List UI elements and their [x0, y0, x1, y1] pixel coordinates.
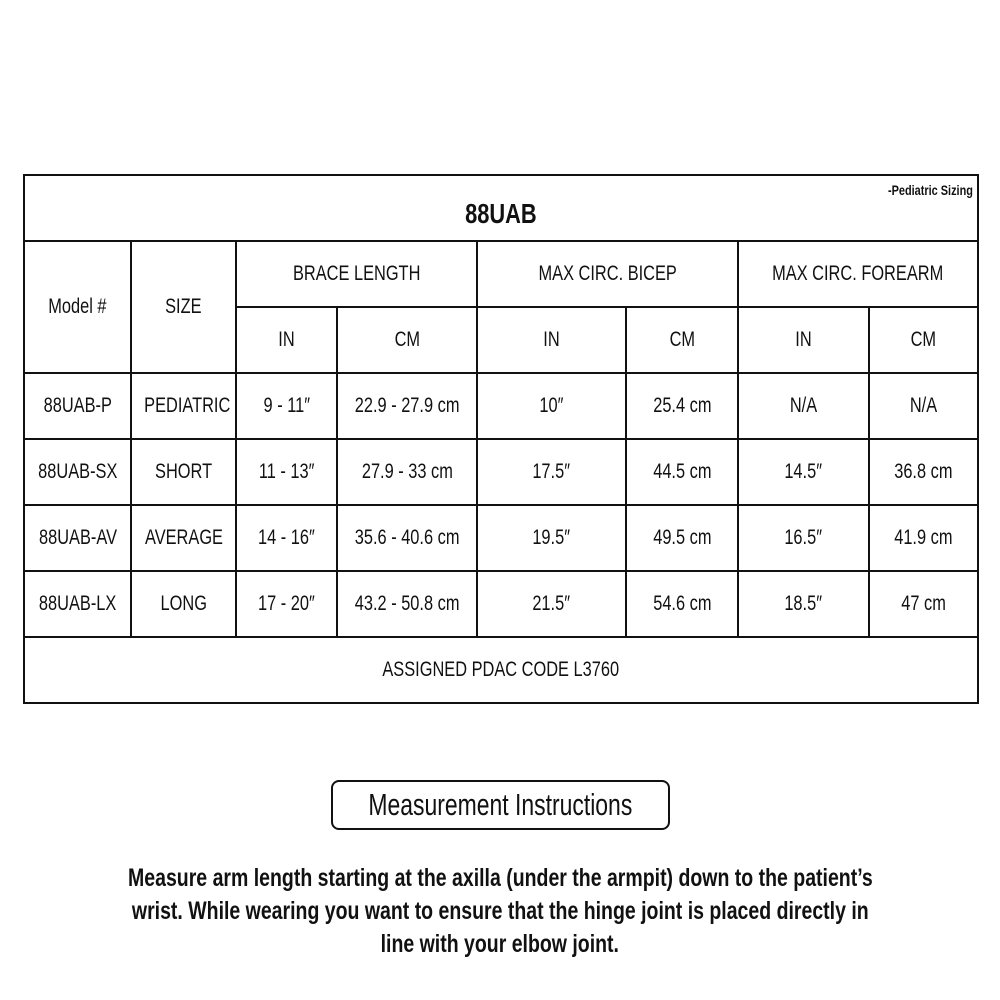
brace-cm-cell: 35.6 - 40.6 cm: [337, 505, 477, 571]
brace-in-cell: 11 - 13″: [236, 439, 337, 505]
model-cell: 88UAB-SX: [24, 439, 131, 505]
bicep-in-cell: 10″: [477, 373, 626, 439]
measurement-instructions-heading: Measurement Instructions: [368, 787, 633, 822]
size-cell: PEDIATRIC: [131, 373, 236, 439]
forearm-cm-cell: 41.9 cm: [869, 505, 978, 571]
header-max-circ-forearm: MAX CIRC. FOREARM: [738, 241, 978, 307]
brace-cm-cell: 43.2 - 50.8 cm: [337, 571, 477, 637]
measurement-instructions-text: [20, 862, 980, 961]
table-title-cell: [24, 175, 978, 241]
bicep-cm-cell: 25.4 cm: [626, 373, 738, 439]
bicep-cm-cell: 44.5 cm: [626, 439, 738, 505]
brace-in-cell: 14 - 16″: [236, 505, 337, 571]
forearm-cm-cell: 47 cm: [869, 571, 978, 637]
instructions-line: line with your elbow joint.: [380, 930, 620, 958]
forearm-in-cell: 18.5″: [738, 571, 869, 637]
forearm-in-cell: 16.5″: [738, 505, 869, 571]
pdac-code-text: ASSIGNED PDAC CODE L3760: [382, 658, 620, 681]
bicep-in-cell: 17.5″: [477, 439, 626, 505]
bicep-cm-cell: 49.5 cm: [626, 505, 738, 571]
header-bicep-cm: CM: [626, 307, 738, 373]
table-row: [24, 439, 978, 505]
bicep-cm-cell: 54.6 cm: [626, 571, 738, 637]
title-row: [24, 175, 978, 241]
forearm-cm-cell: 36.8 cm: [869, 439, 978, 505]
header-forearm-in: IN: [738, 307, 869, 373]
pediatric-sizing-note: -Pediatric Sizing: [888, 182, 974, 198]
bicep-in-cell: 19.5″: [477, 505, 626, 571]
forearm-in-cell: 14.5″: [738, 439, 869, 505]
bicep-in-cell: 21.5″: [477, 571, 626, 637]
size-cell: SHORT: [131, 439, 236, 505]
model-cell: 88UAB-AV: [24, 505, 131, 571]
instructions-line: Measure arm length starting at the axilla (under the armpit) down to the patient’s: [127, 864, 873, 892]
pdac-code-cell: [24, 637, 978, 703]
model-cell: 88UAB-LX: [24, 571, 131, 637]
header-brace-cm: CM: [337, 307, 477, 373]
header-model: Model #: [24, 241, 131, 373]
size-cell: LONG: [131, 571, 236, 637]
table-title: 88UAB: [465, 198, 537, 229]
footer-row: [24, 637, 978, 703]
sizing-table: [23, 174, 979, 704]
brace-in-cell: 17 - 20″: [236, 571, 337, 637]
header-max-circ-bicep: MAX CIRC. BICEP: [477, 241, 738, 307]
header-size: SIZE: [131, 241, 236, 373]
header-brace-length: BRACE LENGTH: [236, 241, 477, 307]
measurement-instructions-heading-box: [331, 780, 670, 830]
model-cell: 88UAB-P: [24, 373, 131, 439]
instructions-line: wrist. While wearing you want to ensure that the hinge joint is placed directly in: [131, 897, 869, 925]
size-cell: AVERAGE: [131, 505, 236, 571]
table-row: [24, 505, 978, 571]
header-bicep-in: IN: [477, 307, 626, 373]
header-forearm-cm: CM: [869, 307, 978, 373]
brace-in-cell: 9 - 11″: [236, 373, 337, 439]
forearm-in-cell: N/A: [738, 373, 869, 439]
table-row: [24, 571, 978, 637]
header-brace-in: IN: [236, 307, 337, 373]
brace-cm-cell: 27.9 - 33 cm: [337, 439, 477, 505]
header-row-1: [24, 241, 978, 307]
forearm-cm-cell: N/A: [869, 373, 978, 439]
brace-cm-cell: 22.9 - 27.9 cm: [337, 373, 477, 439]
table-row: [24, 373, 978, 439]
